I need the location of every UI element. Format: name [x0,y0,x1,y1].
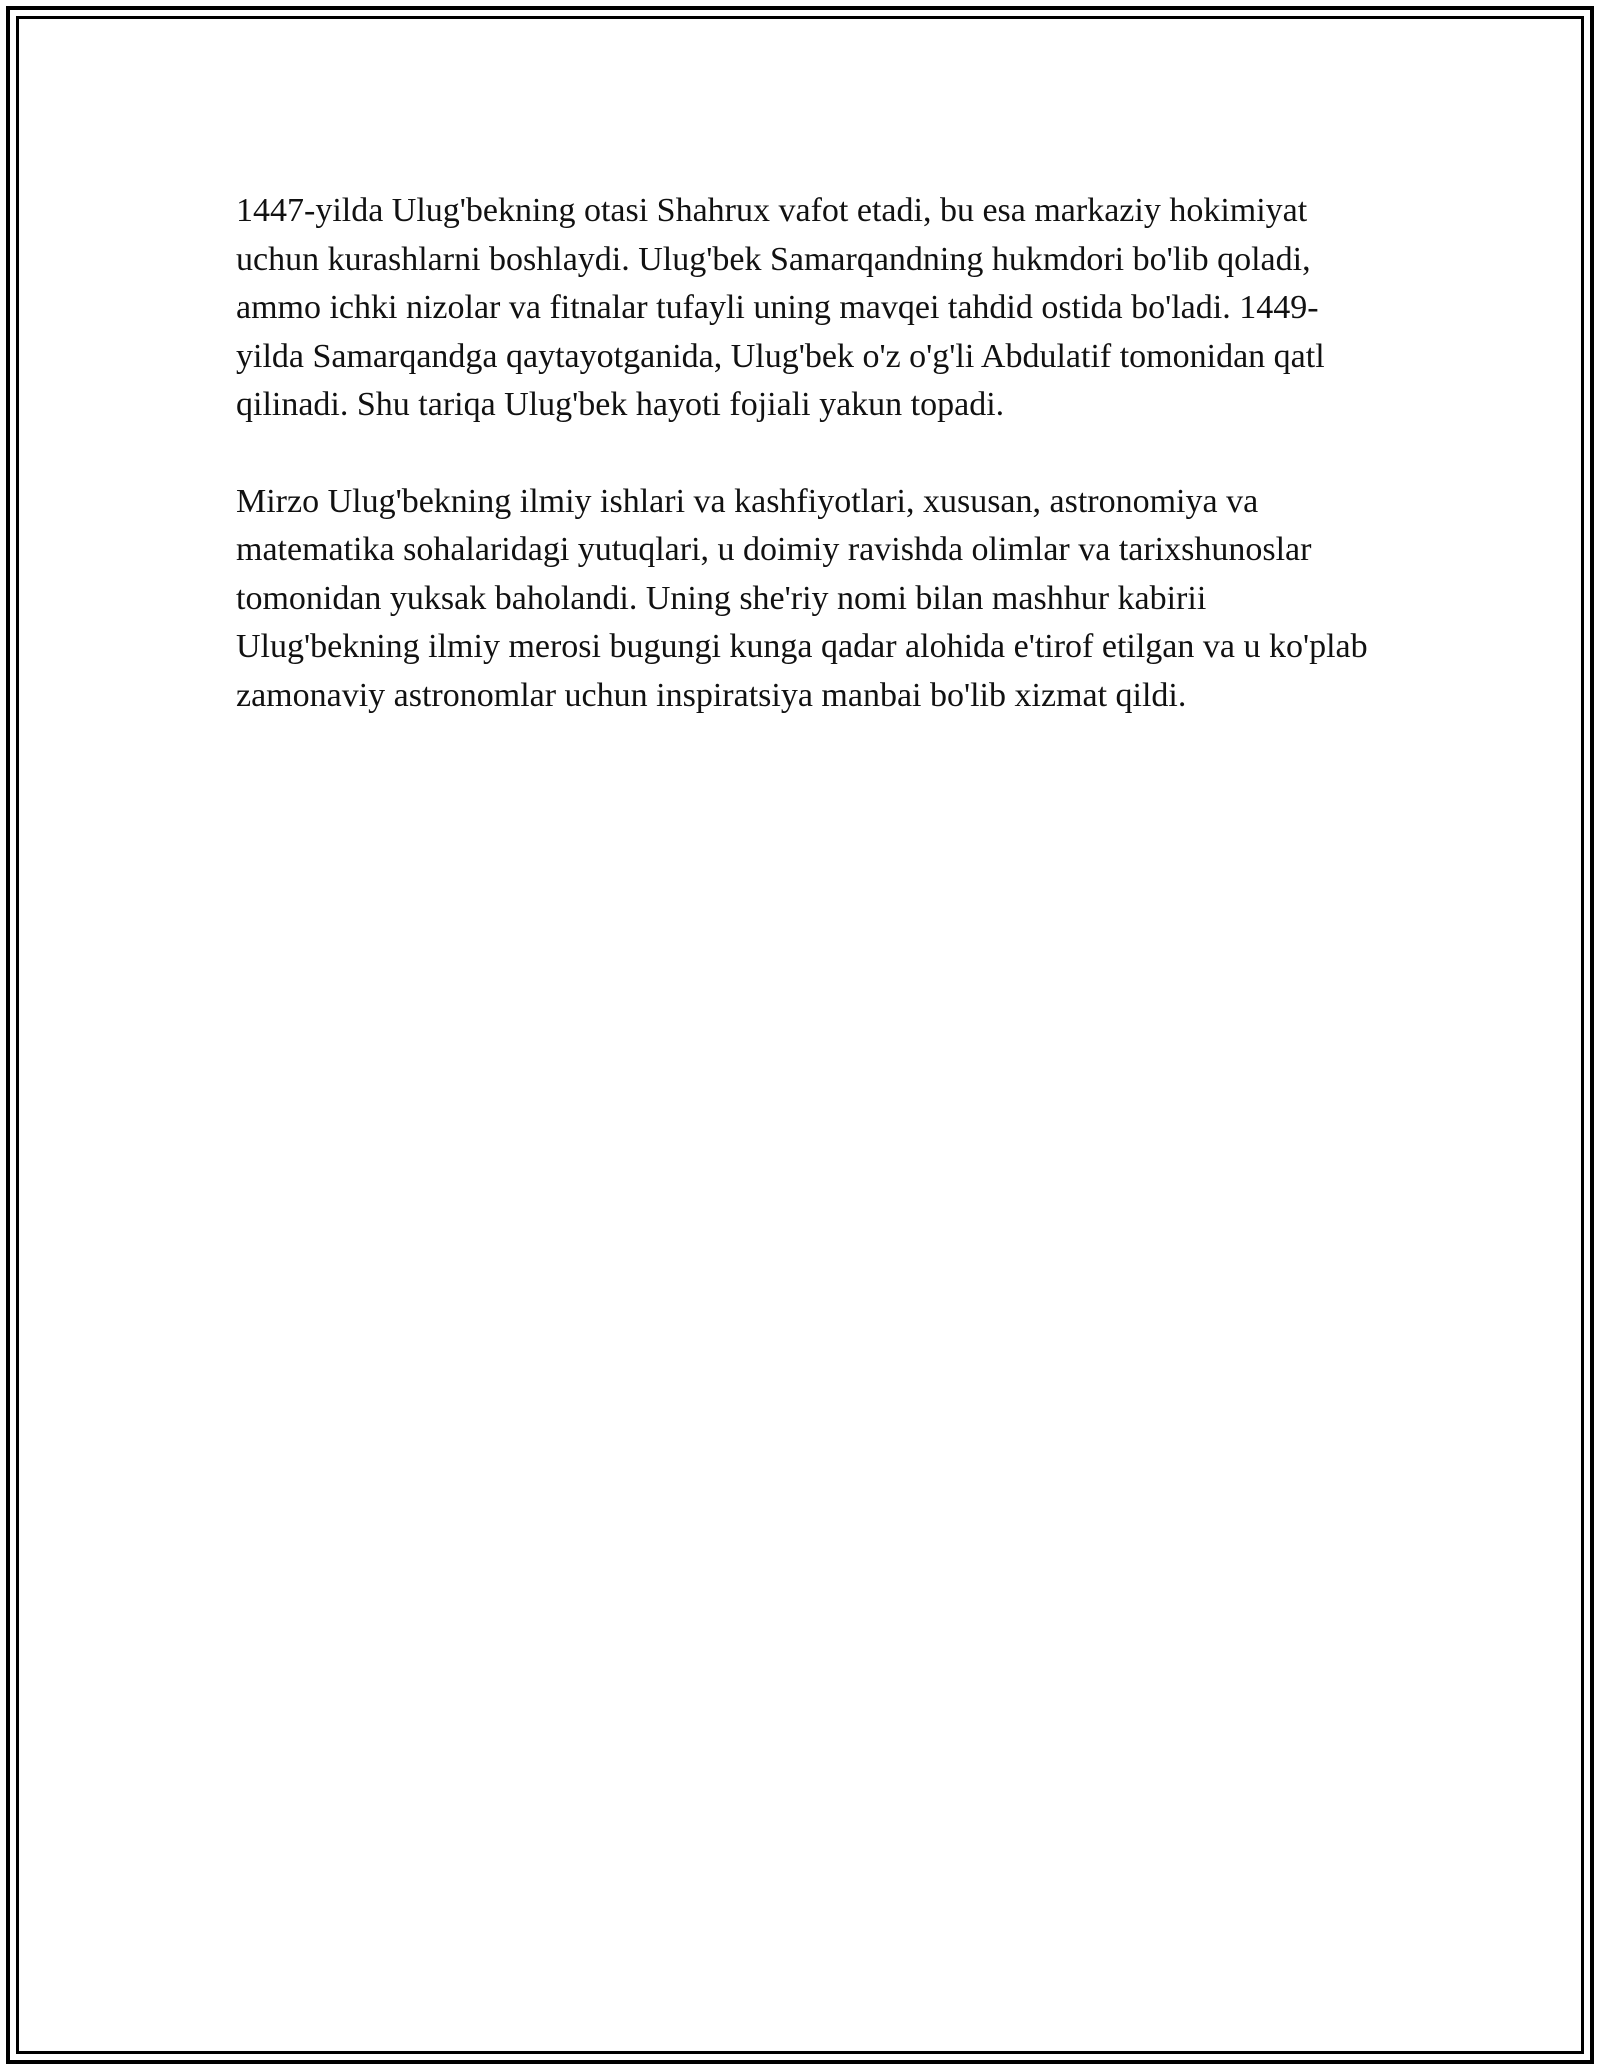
document-body [236,187,1376,768]
paragraph-1: 1447-yilda Ulug'bekning otasi Shahrux vafot etadi, bu esa markaziy hokimiyat uchun kurashlarni boshlaydi. Ulug'bek Samarqandning hukmdori bo'lib qoladi, ammo ichki nizolar va fitnalar tufayli uning mavqei tahdid ostida bo'ladi. 1449-yilda Samarqandga qaytayotganida, Ulug'bek o'z o'g'li Abdulatif tomonidan qatl qilinadi. Shu tariqa Ulug'bek hayoti fojiali yakun topadi. [236,192,1325,423]
paragraph-2: Mirzo Ulug'bekning ilmiy ishlari va kashfiyotlari, xususan, astronomiya va matematika sohalaridagi yutuqlari, u doimiy ravishda olimlar va tarixshunoslar tomonidan yuksak baholandi. Uning she'riy nomi bilan mashhur kabirii Ulug'bekning ilmiy merosi bugungi kunga qadar alohida e'tirof etilgan va u ko'plab zamonaviy astronomlar uchun inspiratsiya manbai bo'lib xizmat qildi. [236,482,1368,714]
